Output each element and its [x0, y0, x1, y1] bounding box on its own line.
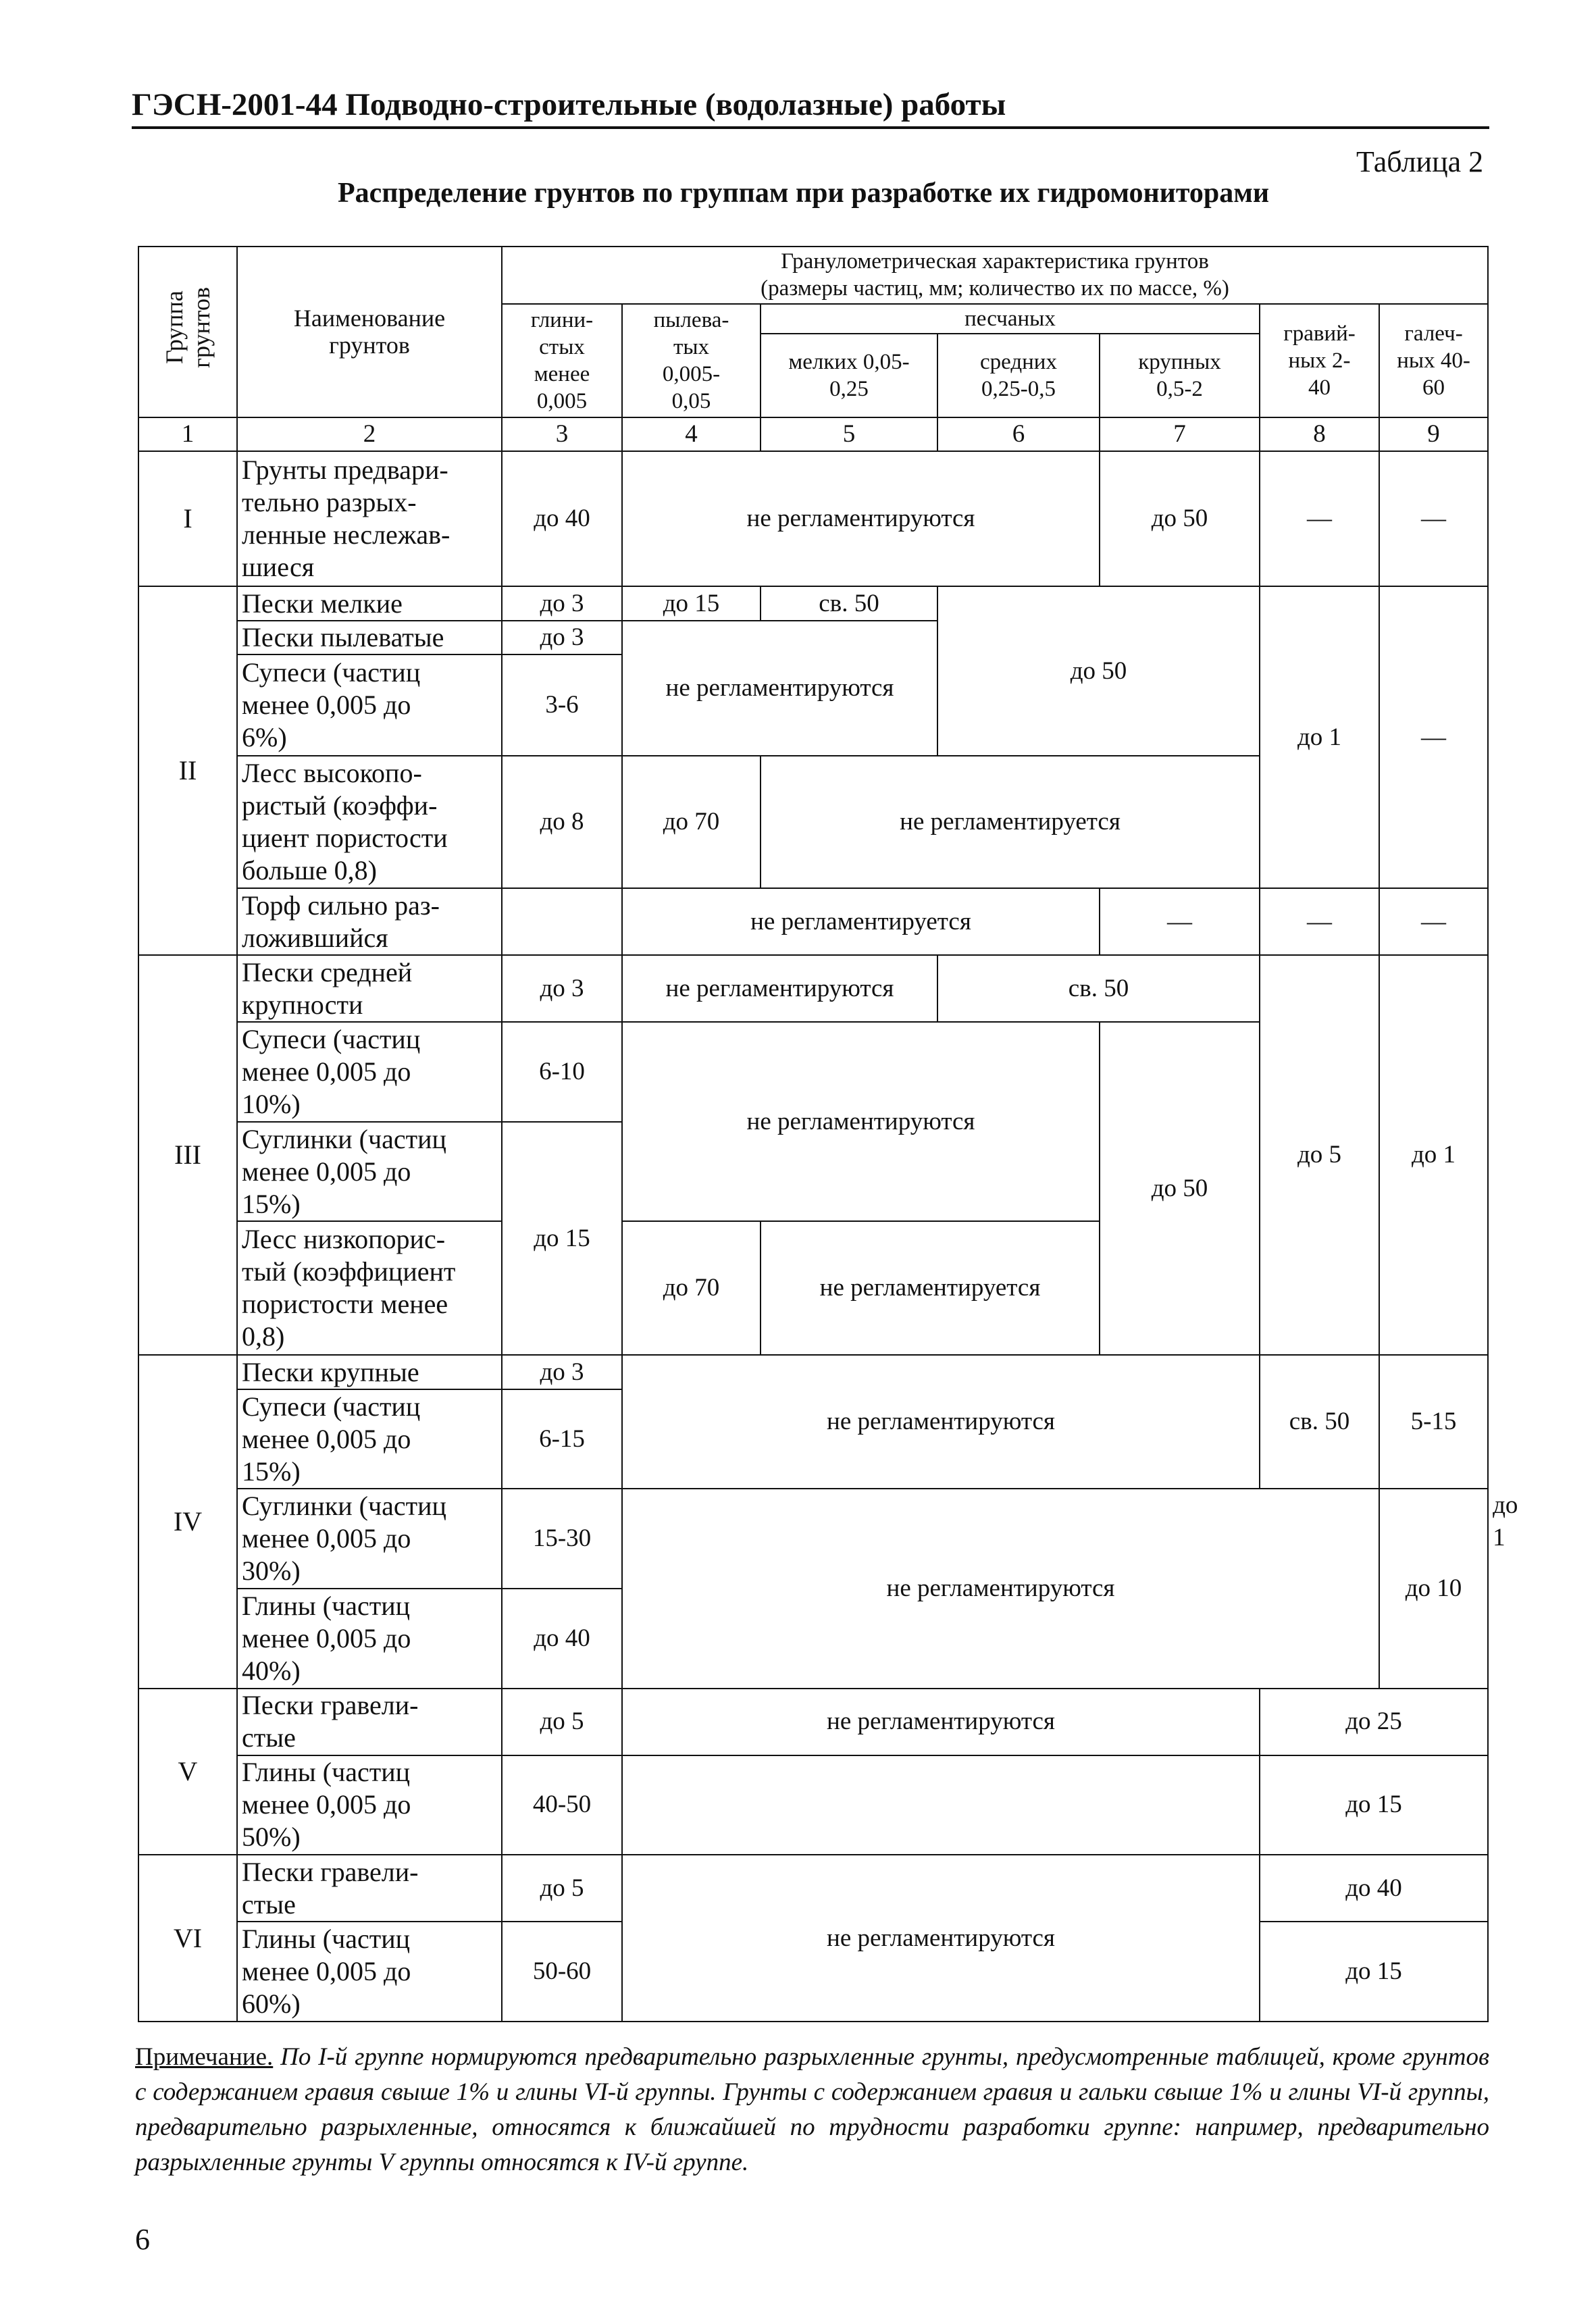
data-cell: не регламентируется	[761, 1221, 1100, 1355]
head-pebble: галеч- ных 40- 60	[1379, 304, 1488, 417]
data-cell: до 50	[1100, 451, 1260, 586]
data-cell: не регламентируется	[761, 756, 1260, 888]
data-cell: св. 50	[1260, 1355, 1379, 1489]
data-cell: до 10	[1379, 1489, 1488, 1688]
group-cell: VI	[138, 1855, 237, 2022]
soil-name: Грунты предвари- тельно разрых- ленные неслежав- шиеся	[237, 451, 502, 586]
soil-groups-table	[138, 246, 1518, 2022]
soil-name: Супеси (частиц менее 0,005 до 15%)	[237, 1389, 502, 1489]
soil-name: Супеси (частиц менее 0,005 до 6%)	[237, 654, 502, 756]
group-cell: V	[138, 1689, 237, 1855]
data-cell: —	[1100, 888, 1260, 955]
soil-name: Пески мелкие	[237, 586, 502, 621]
col-number: 8	[1260, 417, 1379, 452]
col-number: 6	[937, 417, 1100, 452]
group-cell: I	[138, 451, 237, 586]
data-cell: —	[1260, 451, 1379, 586]
data-cell: до 3	[502, 586, 622, 621]
soil-name: Пески средней крупности	[237, 955, 502, 1022]
soil-name: Пески пылеватые	[237, 621, 502, 655]
soil-name: Лесс высокопо- ристый (коэффи- циент пористости больше 0,8)	[237, 756, 502, 888]
data-cell: —	[1379, 451, 1488, 586]
note-text: По I-й группе нормируются предварительно разрыхленные грунты, предусмотренные таблицей, кроме грунтов с содержанием гравия свыше 1% и глины VI-й группы. Грунты с содержанием гравия и гальки свыше 1% и глины VI-й группы, предварительно разрыхленные, относятся к ближайшей по трудности разработки группе: например, предварительно разрыхленные грунты V группы относятся к IV-й группе.	[135, 2043, 1490, 2176]
soil-name: Суглинки (частиц менее 0,005 до 15%)	[237, 1122, 502, 1222]
data-cell: не регламентируются	[622, 1355, 1260, 1489]
data-cell: св. 50	[937, 955, 1260, 1022]
soil-name: Торф сильно раз- ложившийся	[237, 888, 502, 955]
data-cell: не регламентируются	[622, 621, 937, 756]
column-numbers-row	[138, 417, 1488, 452]
data-cell: 5-15	[1379, 1355, 1488, 1489]
table-row	[138, 1855, 1488, 1922]
data-cell: 50-60	[502, 1922, 622, 2022]
head-sand-fine: мелких 0,05- 0,25	[761, 334, 937, 417]
head-gravel: гравий- ных 2- 40	[1260, 304, 1379, 417]
data-cell: до 25	[1260, 1689, 1488, 1755]
note-label: Примечание.	[135, 2043, 274, 2071]
data-cell: 15-30	[502, 1489, 622, 1589]
data-cell: до 3	[502, 1355, 622, 1389]
table-row	[138, 586, 1488, 621]
head-name: Наименование грунтов	[237, 247, 502, 417]
data-cell: до 15	[502, 1122, 622, 1356]
data-cell: не регламентируются	[622, 955, 937, 1022]
soil-name: Супеси (частиц менее 0,005 до 10%)	[237, 1022, 502, 1122]
data-cell: до 50	[937, 586, 1260, 756]
soil-name: Глины (частиц менее 0,005 до 40%)	[237, 1589, 502, 1689]
table-row	[138, 888, 1488, 955]
head-sand-coarse: крупных 0,5-2	[1100, 334, 1260, 417]
table-row	[138, 955, 1488, 1022]
data-cell: 6-15	[502, 1389, 622, 1489]
head-granulometry: Гранулометрическая характеристика грунтов (размеры частиц, мм; количество их по массе, %)	[502, 247, 1488, 304]
data-cell: до 15	[1260, 1922, 1488, 2022]
data-cell: не регламентируются	[622, 1022, 1100, 1221]
header-rule	[132, 126, 1489, 129]
data-cell: не регламентируются	[622, 451, 1100, 586]
data-cell: до 5	[1260, 955, 1379, 1355]
table-row	[138, 451, 1488, 586]
group-cell: II	[138, 586, 237, 955]
data-cell: до 50	[1100, 1022, 1260, 1355]
soil-name: Глины (частиц менее 0,005 до 50%)	[237, 1755, 502, 1855]
data-cell: до 1	[1379, 955, 1488, 1355]
soil-name: Пески гравели- стые	[237, 1689, 502, 1755]
soil-name: Глины (частиц менее 0,005 до 60%)	[237, 1922, 502, 2022]
soil-name: Пески крупные	[237, 1355, 502, 1389]
data-cell: до 15	[1260, 1755, 1488, 1855]
col-number: 5	[761, 417, 937, 452]
data-cell: до 70	[622, 1221, 761, 1355]
group-cell: III	[138, 955, 237, 1355]
col-number: 7	[1100, 417, 1260, 452]
data-cell: до 15	[622, 586, 761, 621]
head-group: Группа грунтов	[138, 247, 237, 417]
table-note	[135, 2040, 1489, 2180]
data-cell: до 70	[622, 756, 761, 888]
data-cell: до 40	[502, 451, 622, 586]
data-cell: св. 50	[761, 586, 937, 621]
data-cell	[502, 888, 622, 955]
col-number: 4	[622, 417, 761, 452]
soil-name: Лесс низкопорис- тый (коэффициент пористости менее 0,8)	[237, 1221, 502, 1355]
head-silt: пылева- тых 0,005- 0,05	[622, 304, 761, 417]
data-cell: не регламентируется	[622, 888, 1100, 955]
col-number: 3	[502, 417, 622, 452]
table-row: IV Пески крупные до 3 не регламентируются св. 50 5-15 до 1	[138, 1355, 1488, 1389]
data-cell: до 8	[502, 756, 622, 888]
page-number: 6	[135, 2223, 150, 2256]
data-cell: до 1	[1260, 586, 1379, 888]
col-number: 1	[138, 417, 237, 452]
data-cell: не регламентируются	[622, 1689, 1260, 1755]
head-clay: глини- стых менее 0,005	[502, 304, 622, 417]
data-cell: не регламентируются	[622, 1855, 1260, 2022]
group-cell: IV	[138, 1355, 237, 1688]
data-cell: до 3	[502, 955, 622, 1022]
table-row	[138, 1755, 1488, 1855]
data-cell: до 40	[1260, 1855, 1488, 1922]
data-cell	[622, 1755, 1260, 1855]
soil-name: Суглинки (частиц менее 0,005 до 30%)	[237, 1489, 502, 1589]
data-cell: 3-6	[502, 654, 622, 756]
data-cell: не регламентируются	[622, 1489, 1379, 1688]
data-cell: до 5	[502, 1855, 622, 1922]
table-row	[138, 1489, 1488, 1589]
data-cell: 6-10	[502, 1022, 622, 1122]
soil-name: Пески гравели- стые	[237, 1855, 502, 1922]
table-number: Таблица 2	[1356, 145, 1484, 178]
data-cell: —	[1379, 888, 1488, 955]
data-cell: —	[1260, 888, 1379, 955]
col-number: 9	[1379, 417, 1488, 452]
col-number: 2	[237, 417, 502, 452]
data-cell: —	[1379, 586, 1488, 888]
table-title: Распределение грунтов по группам при разработке их гидромониторами	[338, 178, 1270, 209]
data-cell: до 40	[502, 1589, 622, 1689]
head-sand-medium: средних 0,25-0,5	[937, 334, 1100, 417]
data-cell: до 5	[502, 1689, 622, 1755]
head-sand: песчаных	[761, 304, 1260, 334]
data-cell: до 3	[502, 621, 622, 655]
table-row	[138, 1689, 1488, 1755]
data-cell: 40-50	[502, 1755, 622, 1855]
running-header: ГЭСН-2001-44 Подводно-строительные (водолазные) работы	[132, 87, 1006, 122]
